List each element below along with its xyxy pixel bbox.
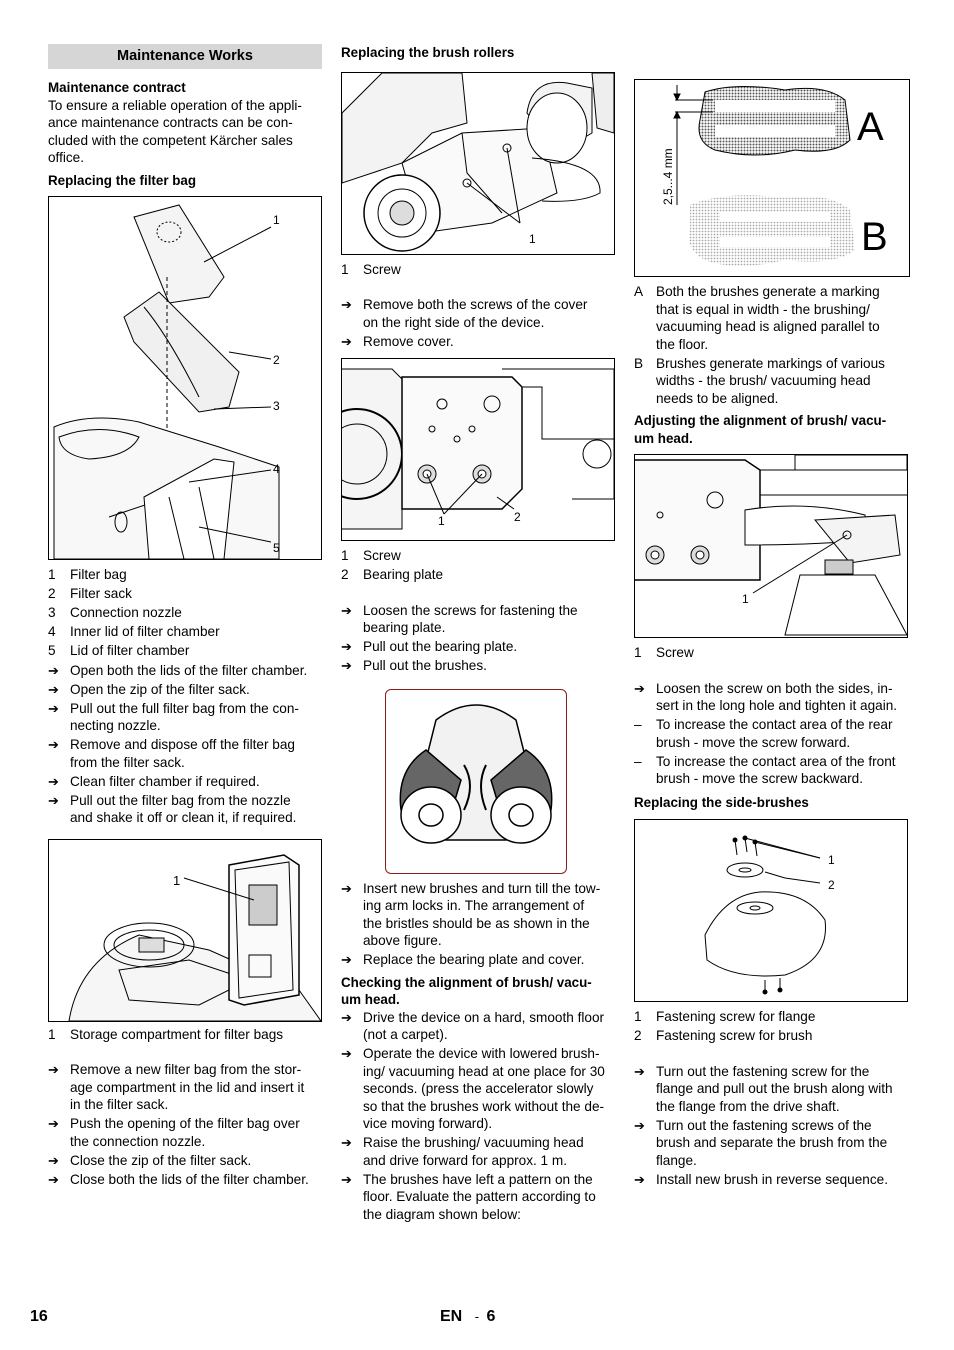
- arrow-icon: ➔: [341, 1171, 352, 1187]
- step-item: ➔ Remove and dispose off the filter bag from the filter sack.: [48, 737, 295, 770]
- filter-bag-legend: [48, 566, 322, 660]
- step-item: ➔ Remove a new filter bag from the stor- age compartment in the lid and insert it in the filter sack.: [48, 1062, 305, 1112]
- arrow-icon: ➔: [48, 1152, 59, 1168]
- arrow-icon: ➔: [341, 639, 352, 654]
- arrow-icon: ➔: [341, 602, 352, 618]
- arrow-icon: ➔: [341, 1046, 352, 1061]
- adjust-alignment-heading: Adjusting the alignment of brush/ vacu- um head.: [634, 413, 887, 446]
- step-item: ➔ Open both the lids of the filter chamber.: [48, 662, 308, 678]
- arrow-icon: ➔: [48, 737, 59, 752]
- arrow-icon: ➔: [634, 1117, 645, 1133]
- fig1-callout-5: 5: [273, 541, 280, 555]
- step-item: – To increase the contact area of the rear brush - move the screw forward.: [634, 717, 893, 750]
- arrow-icon: ➔: [634, 1063, 645, 1079]
- step-item: ➔ Turn out the fastening screw for the flange and pull out the brush along with the flange from the drive shaft.: [634, 1063, 893, 1114]
- step-item: ➔ Turn out the fastening screws of the brush and separate the brush from the flange.: [634, 1117, 888, 1168]
- arrow-icon: ➔: [341, 333, 352, 349]
- step-item: ➔ Insert new brushes and turn till the tow- ing arm locks in. The arrangement of the bristles should be as shown in the above figure.: [341, 880, 601, 948]
- column-middle: [341, 44, 615, 1223]
- arrow-icon: ➔: [634, 1171, 645, 1187]
- check-alignment-heading: Checking the alignment of brush/ vacu- um head.: [341, 974, 592, 1007]
- step-item: ➔ Drive the device on a hard, smooth floor (not a carpet).: [341, 1009, 605, 1042]
- step-item: ➔ Remove both the screws of the cover on the right side of the device.: [341, 297, 588, 330]
- step-item: ➔ Loosen the screws for fastening the bearing plate.: [341, 602, 578, 635]
- arrow-icon: ➔: [48, 1116, 59, 1131]
- fig-adjust-callout-1: 1: [742, 592, 749, 606]
- step-item: ➔ Remove cover.: [341, 333, 454, 349]
- arrow-icon: ➔: [48, 700, 59, 716]
- step-item: ➔ Loosen the screw on both the sides, in- sert in the long hole and tighten it again.: [634, 680, 898, 713]
- legend-item: 1 Screw: [341, 261, 401, 277]
- pattern-label-a: A: [857, 105, 884, 149]
- step-item: ➔ Pull out the bearing plate.: [341, 639, 518, 654]
- brush-arrangement-figure: [385, 689, 567, 874]
- arrow-icon: ➔: [48, 1171, 59, 1187]
- side-brush-figure: [634, 819, 908, 1002]
- fig-bearing-callout-2: 2: [514, 510, 521, 524]
- pattern-dimension: 2,5...4 mm: [661, 148, 675, 205]
- legend-item: 2 Bearing plate: [341, 567, 444, 582]
- step-item: ➔ Clean filter chamber if required.: [48, 773, 260, 789]
- storage-compartment-figure: [48, 839, 322, 1022]
- arrow-icon: ➔: [48, 792, 59, 808]
- step-item: ➔ The brushes have left a pattern on the floor. Evaluate the pattern according to the diagram shown below:: [341, 1171, 596, 1222]
- step-item: ➔ Operate the device with lowered brush- ing/ vacuuming head at one place for 30 seconds. (press the accelerator slowly so that the brushes work without the de- vice moving forward).: [341, 1046, 605, 1131]
- side-brushes-heading: Replacing the side-brushes: [634, 794, 809, 810]
- brush-rollers-heading: Replacing the brush rollers: [341, 45, 515, 60]
- column-right: [634, 44, 908, 1188]
- fig2-callout-1: 1: [173, 872, 181, 888]
- step-item: ➔ Pull out the brushes.: [341, 658, 487, 673]
- page-number: 16: [30, 1308, 48, 1325]
- step-item: – To increase the contact area of the front brush - move the screw backward.: [634, 753, 896, 786]
- arrow-icon: ➔: [341, 297, 352, 312]
- contract-heading: Maintenance contract: [48, 80, 186, 95]
- fig1-callout-3: 3: [273, 399, 280, 413]
- fig-bearing-callout-1: 1: [438, 514, 445, 528]
- legend-item: 3 Connection nozzle: [48, 605, 182, 620]
- column-left: [48, 44, 322, 1188]
- legend-item: 2 Fastening screw for brush: [634, 1028, 813, 1043]
- legend-item: 5 Lid of filter chamber: [48, 643, 190, 658]
- step-item: ➔ Replace the bearing plate and cover.: [341, 952, 585, 967]
- legend-item: 1 Filter bag: [48, 567, 127, 582]
- legend-item: 1 Fastening screw for flange: [634, 1009, 816, 1024]
- brush-pattern-figure: [634, 79, 910, 277]
- fig-side-callout-1: 1: [828, 853, 835, 867]
- arrow-icon: ➔: [48, 681, 59, 697]
- arrow-icon: ➔: [48, 773, 59, 789]
- step-item: ➔ Close the zip of the filter sack.: [48, 1152, 252, 1168]
- step-item: ➔ Open the zip of the filter sack.: [48, 681, 250, 697]
- arrow-icon: ➔: [48, 1062, 59, 1077]
- fig1-callout-2: 2: [273, 353, 280, 367]
- legend-item: B Brushes generate markings of various widths - the brush/ vacuuming head needs to be aligned.: [634, 355, 885, 406]
- legend-item: 4 Inner lid of filter chamber: [48, 624, 220, 639]
- legend-item: 2 Filter sack: [48, 586, 132, 601]
- legend-item: A Both the brushes generate a marking that is equal in width - the brushing/ vacuuming head is aligned parallel to the floor.: [634, 284, 880, 352]
- fig-cover-callout-1: 1: [529, 231, 536, 246]
- step-item: ➔ Close both the lids of the filter chamber.: [48, 1171, 309, 1187]
- filter-bag-heading: Replacing the filter bag: [48, 172, 197, 188]
- step-item: ➔ Raise the brushing/ vacuuming head and drive forward for approx. 1 m.: [341, 1135, 584, 1168]
- step-item: ➔ Pull out the filter bag from the nozzle and shake it off or clean it, if required.: [48, 792, 297, 825]
- filter-bag-steps: [48, 662, 322, 827]
- filter-bag-figure: [48, 196, 322, 560]
- fig-side-callout-2: 2: [828, 878, 835, 892]
- arrow-icon: ➔: [341, 1009, 352, 1025]
- bearing-plate-figure: [341, 358, 615, 541]
- step-item: ➔ Push the opening of the filter bag over the connection nozzle.: [48, 1116, 300, 1149]
- adjust-screw-figure: [634, 454, 908, 638]
- step-item: ➔ Pull out the full filter bag from the con- necting nozzle.: [48, 700, 299, 733]
- fig1-callout-4: 4: [273, 462, 280, 476]
- arrow-icon: ➔: [634, 680, 645, 696]
- footer-language-page: EN - 6: [440, 1308, 496, 1325]
- arrow-icon: ➔: [341, 1135, 352, 1150]
- fig1-callout-1: 1: [273, 213, 280, 227]
- contract-text: To ensure a reliable operation of the appli- ance maintenance contracts can be con- cluded with the competent Kärcher sales office.: [48, 97, 302, 165]
- step-item: ➔ Install new brush in reverse sequence.: [634, 1171, 888, 1187]
- arrow-icon: ➔: [341, 880, 352, 896]
- storage-steps: [48, 1061, 322, 1188]
- pattern-label-b: B: [861, 215, 888, 259]
- arrow-icon: ➔: [48, 662, 59, 678]
- legend-item: 1 Screw: [634, 645, 694, 660]
- arrow-icon: ➔: [341, 658, 352, 673]
- legend-item: 1 Screw: [341, 548, 401, 563]
- arrow-icon: ➔: [341, 952, 352, 967]
- cover-screws-figure: [341, 72, 615, 255]
- section-title: Maintenance Works: [48, 44, 322, 69]
- legend-item: 1 Storage compartment for filter bags: [48, 1026, 284, 1042]
